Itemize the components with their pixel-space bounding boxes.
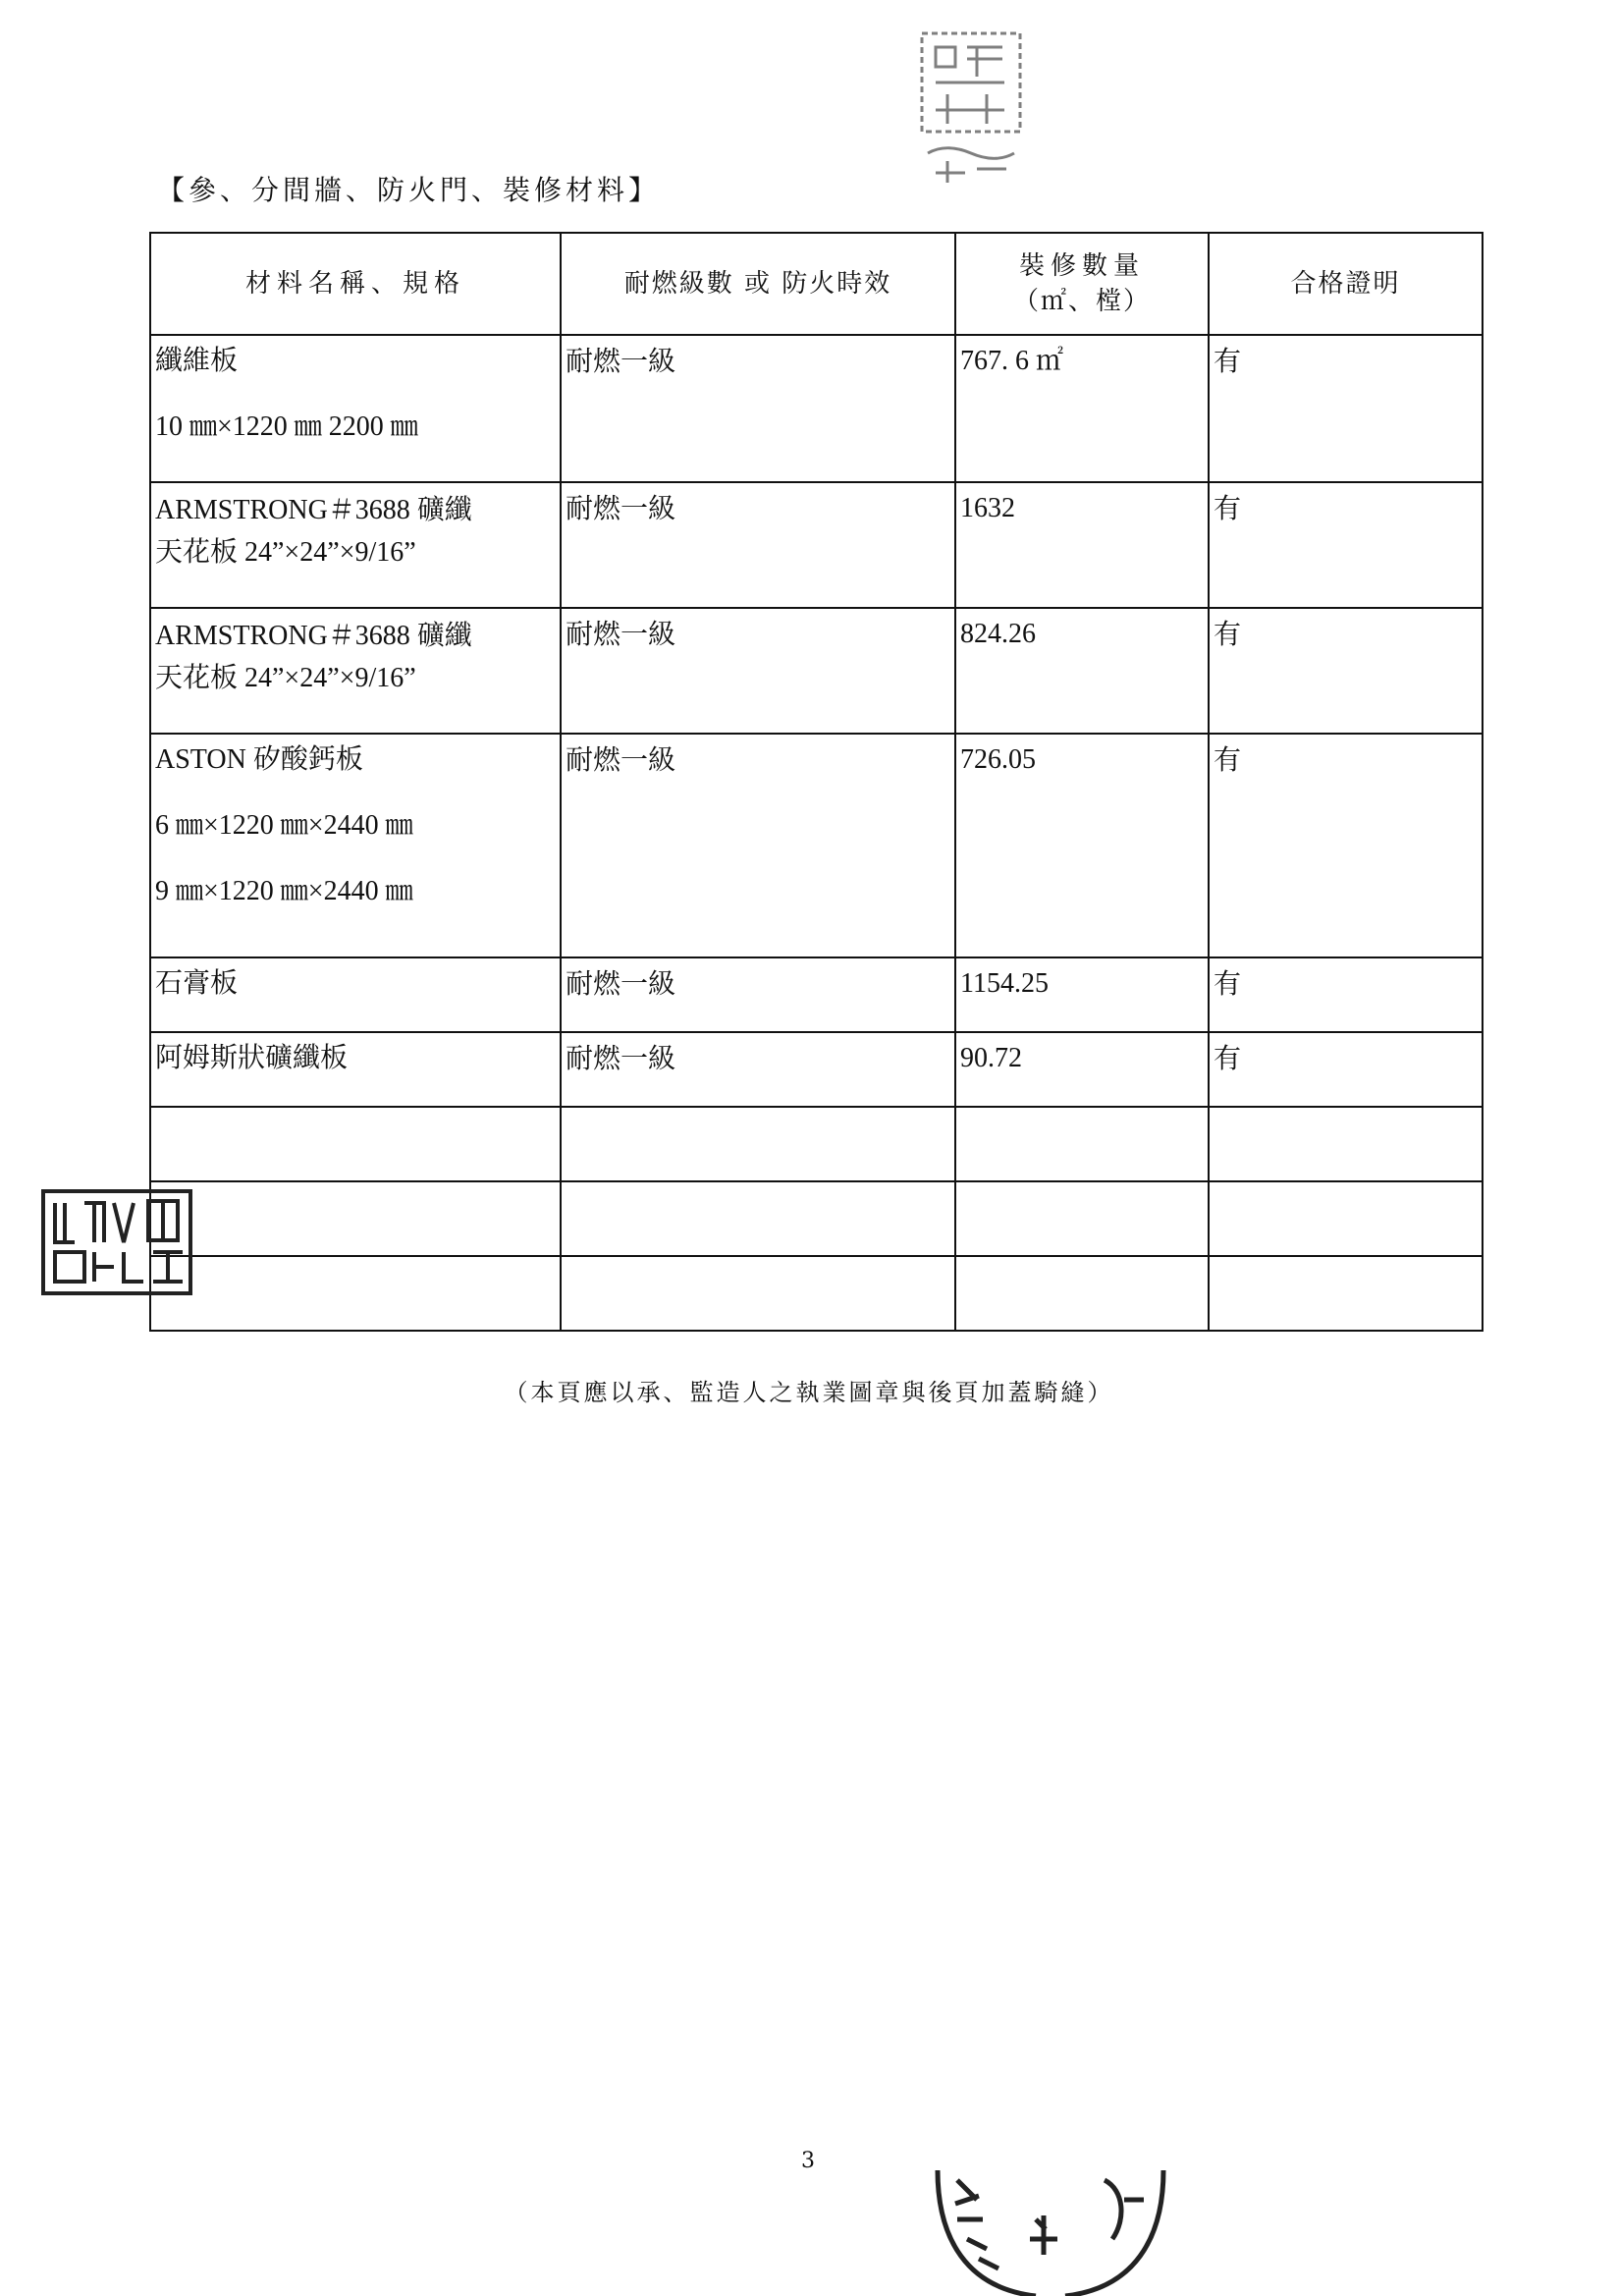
header-grade: 耐燃級數 或 防火時效 [561,233,955,335]
cell-name-spec [150,734,561,957]
cell-empty [150,1256,561,1331]
table-row [150,335,1483,482]
stamp-seal-bottom [928,2160,1173,2296]
cell-quantity: 824.26 [955,608,1209,734]
footnote: （本頁應以承、監造人之執業圖章與後頁加蓋騎縫） [504,1379,1114,1406]
cell-empty [561,1107,955,1181]
cell-empty [1209,1107,1483,1181]
cell-quantity: 726.05 [955,734,1209,957]
cell-certificate: 有 [1209,734,1483,957]
table-row [150,957,1483,1032]
cell-empty [955,1181,1209,1256]
section-title: 【參、分間牆、防火門、裝修材料】 [157,174,661,206]
material-spec: 6 ㎜×1220 ㎜×2440 ㎜ [155,810,413,842]
cell-certificate: 有 [1209,482,1483,608]
table-row [150,608,1483,734]
header-quantity-label: 裝修數量 [1018,250,1145,281]
cell-grade: 耐燃一級 [561,1032,955,1107]
cell-name-spec: 石膏板 [150,957,561,1032]
cell-certificate: 有 [1209,335,1483,482]
header-quantity-unit: （㎡、樘） [1012,287,1151,316]
cell-empty [955,1107,1209,1181]
cell-quantity: 1632 [955,482,1209,608]
cell-empty [1209,1256,1483,1331]
material-spec: 9 ㎜×1220 ㎜×2440 ㎜ [155,876,413,907]
cell-empty [561,1256,955,1331]
table-row-empty [150,1256,1483,1331]
cell-quantity: 90.72 [955,1032,1209,1107]
cell-certificate: 有 [1209,608,1483,734]
table-row-empty [150,1107,1483,1181]
cell-name-spec [150,335,561,482]
cell-empty [150,1107,561,1181]
cell-empty [561,1181,955,1256]
cell-certificate: 有 [1209,957,1483,1032]
cell-name-spec [150,608,561,734]
cell-grade: 耐燃一級 [561,734,955,957]
page-number: 3 [801,2149,815,2173]
cell-grade: 耐燃一級 [561,957,955,1032]
cell-name-spec [150,482,561,608]
cell-grade: 耐燃一級 [561,335,955,482]
table-header-row [150,233,1483,335]
cell-grade: 耐燃一級 [561,608,955,734]
table-row [150,1032,1483,1107]
cell-empty [955,1256,1209,1331]
cell-name-spec: 阿姆斯狀礦纖板 [150,1032,561,1107]
stamp-seal-left [35,1183,202,1301]
table-row [150,482,1483,608]
material-spec: 天花板 24”×24”×9/16” [155,537,416,569]
stamp-seal-top [908,26,1036,192]
cell-quantity: 1154.25 [955,957,1209,1032]
cell-empty [1209,1181,1483,1256]
cell-empty [150,1181,561,1256]
cell-certificate: 有 [1209,1032,1483,1107]
cell-grade: 耐燃一級 [561,482,955,608]
table-row-empty [150,1181,1483,1256]
material-spec: 10 ㎜×1220 ㎜ 2200 ㎜ [155,411,418,443]
material-name: ASTON 矽酸鈣板 [155,744,363,775]
material-name: 纖維板 [155,346,239,376]
material-name: ARMSTRONG＃3688 礦纖 [155,495,472,525]
header-quantity [955,233,1209,335]
material-name: ARMSTRONG＃3688 礦纖 [155,621,472,651]
materials-table [149,232,1483,1332]
material-spec: 天花板 24”×24”×9/16” [155,663,416,694]
header-name-spec: 材料名稱、規格 [150,233,561,335]
cell-quantity: 767. 6 ㎡ [955,335,1209,482]
header-certificate: 合格證明 [1209,233,1483,335]
table-row [150,734,1483,957]
